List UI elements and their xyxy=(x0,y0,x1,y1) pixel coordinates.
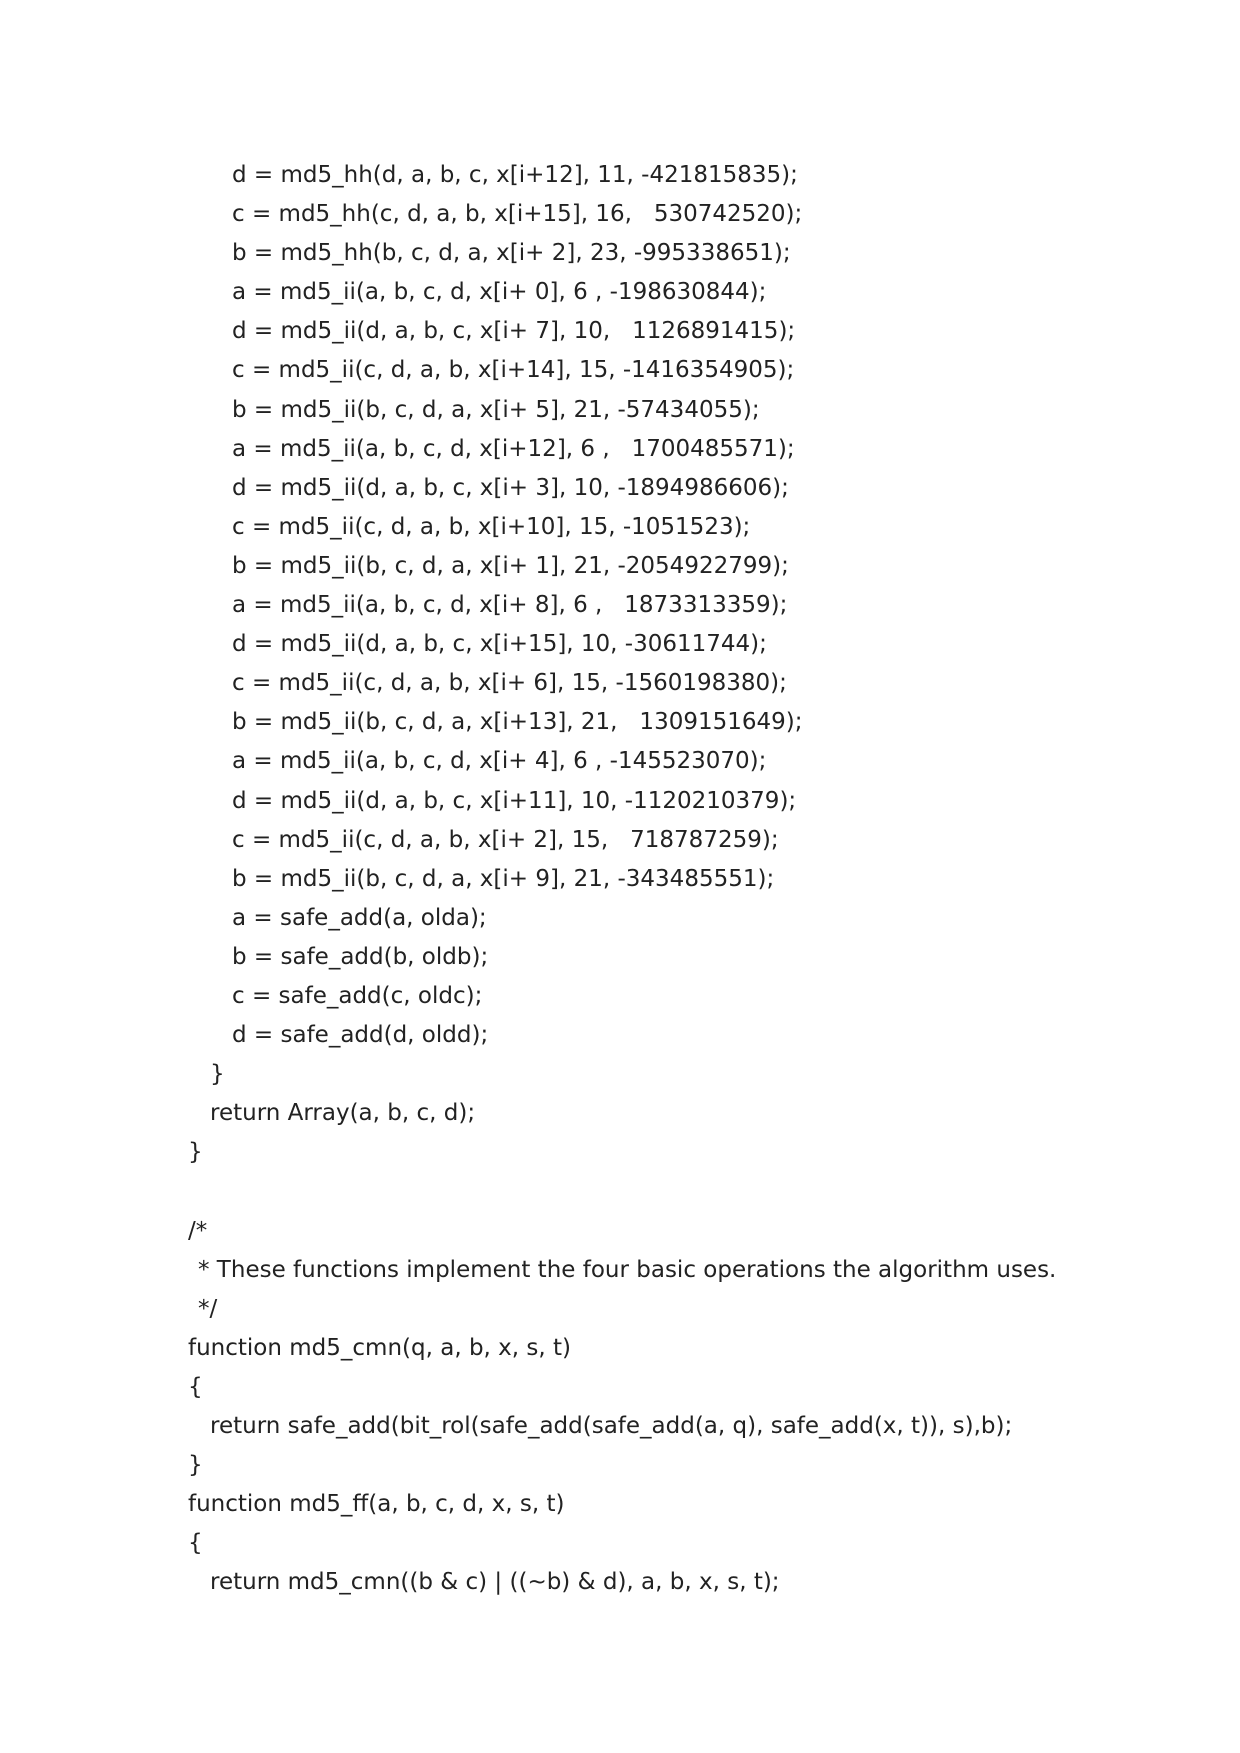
code-line: c = md5_ii(c, d, a, b, x[i+10], 15, -1051523); xyxy=(232,513,751,540)
code-line: a = safe_add(a, olda); xyxy=(232,904,487,931)
code-line: b = md5_ii(b, c, d, a, x[i+ 9], 21, -343485551); xyxy=(232,865,775,892)
code-line: b = safe_add(b, oldb); xyxy=(232,943,489,970)
code-line: a = md5_ii(a, b, c, d, x[i+ 8], 6 , 1873313359); xyxy=(232,592,788,619)
code-line: return safe_add(bit_rol(safe_add(safe_add(a, q), safe_add(x, t)), s),b); xyxy=(210,1413,1013,1439)
code-listing xyxy=(0,156,1240,1602)
code-line: return md5_cmn((b & c) | ((~b) & d), a, b, x, s, t); xyxy=(210,1569,780,1596)
code-line: b = md5_hh(b, c, d, a, x[i+ 2], 23, -995338651); xyxy=(232,240,791,267)
code-line: { xyxy=(188,1373,203,1400)
function-signature: function md5_cmn(q, a, b, x, s, t) xyxy=(188,1334,571,1361)
code-line: d = safe_add(d, oldd); xyxy=(232,1022,489,1049)
code-line: a = md5_ii(a, b, c, d, x[i+12], 6 , 1700485571); xyxy=(232,435,795,462)
code-line: a = md5_ii(a, b, c, d, x[i+ 0], 6 , -198630844); xyxy=(232,279,767,306)
code-line: d = md5_ii(d, a, b, c, x[i+ 7], 10, 1126891415); xyxy=(232,318,796,345)
code-line: c = md5_ii(c, d, a, b, x[i+14], 15, -1416354905); xyxy=(232,357,795,384)
code-line: c = safe_add(c, oldc); xyxy=(232,982,483,1009)
code-line: { xyxy=(188,1530,203,1557)
blank-line xyxy=(0,1172,1240,1211)
code-line: d = md5_ii(d, a, b, c, x[i+ 3], 10, -1894986606); xyxy=(232,474,789,501)
function-signature: function md5_ff(a, b, c, d, x, s, t) xyxy=(188,1491,565,1518)
code-line: c = md5_ii(c, d, a, b, x[i+ 6], 15, -1560198380); xyxy=(232,670,787,697)
code-line: b = md5_ii(b, c, d, a, x[i+ 5], 21, -57434055); xyxy=(232,396,760,423)
code-line: d = md5_ii(d, a, b, c, x[i+11], 10, -1120210379); xyxy=(232,787,797,814)
code-line: d = md5_hh(d, a, b, c, x[i+12], 11, -421815835); xyxy=(232,162,798,188)
code-line: } xyxy=(210,1061,225,1088)
comment-line: /* xyxy=(188,1217,208,1244)
code-line: b = md5_ii(b, c, d, a, x[i+ 1], 21, -2054922799); xyxy=(232,552,789,579)
code-line: d = md5_ii(d, a, b, c, x[i+15], 10, -30611744); xyxy=(232,631,767,658)
code-line: return Array(a, b, c, d); xyxy=(210,1100,476,1127)
comment-line: * These functions implement the four basic operations the algorithm uses. xyxy=(198,1256,1057,1283)
code-line: b = md5_ii(b, c, d, a, x[i+13], 21, 1309151649); xyxy=(232,709,803,736)
code-line: } xyxy=(188,1139,203,1166)
code-line: a = md5_ii(a, b, c, d, x[i+ 4], 6 , -145523070); xyxy=(232,748,767,775)
code-line: c = md5_ii(c, d, a, b, x[i+ 2], 15, 718787259); xyxy=(232,826,779,853)
comment-line: */ xyxy=(198,1295,218,1322)
code-line: c = md5_hh(c, d, a, b, x[i+15], 16, 530742520); xyxy=(232,201,803,228)
code-line: } xyxy=(188,1452,203,1479)
